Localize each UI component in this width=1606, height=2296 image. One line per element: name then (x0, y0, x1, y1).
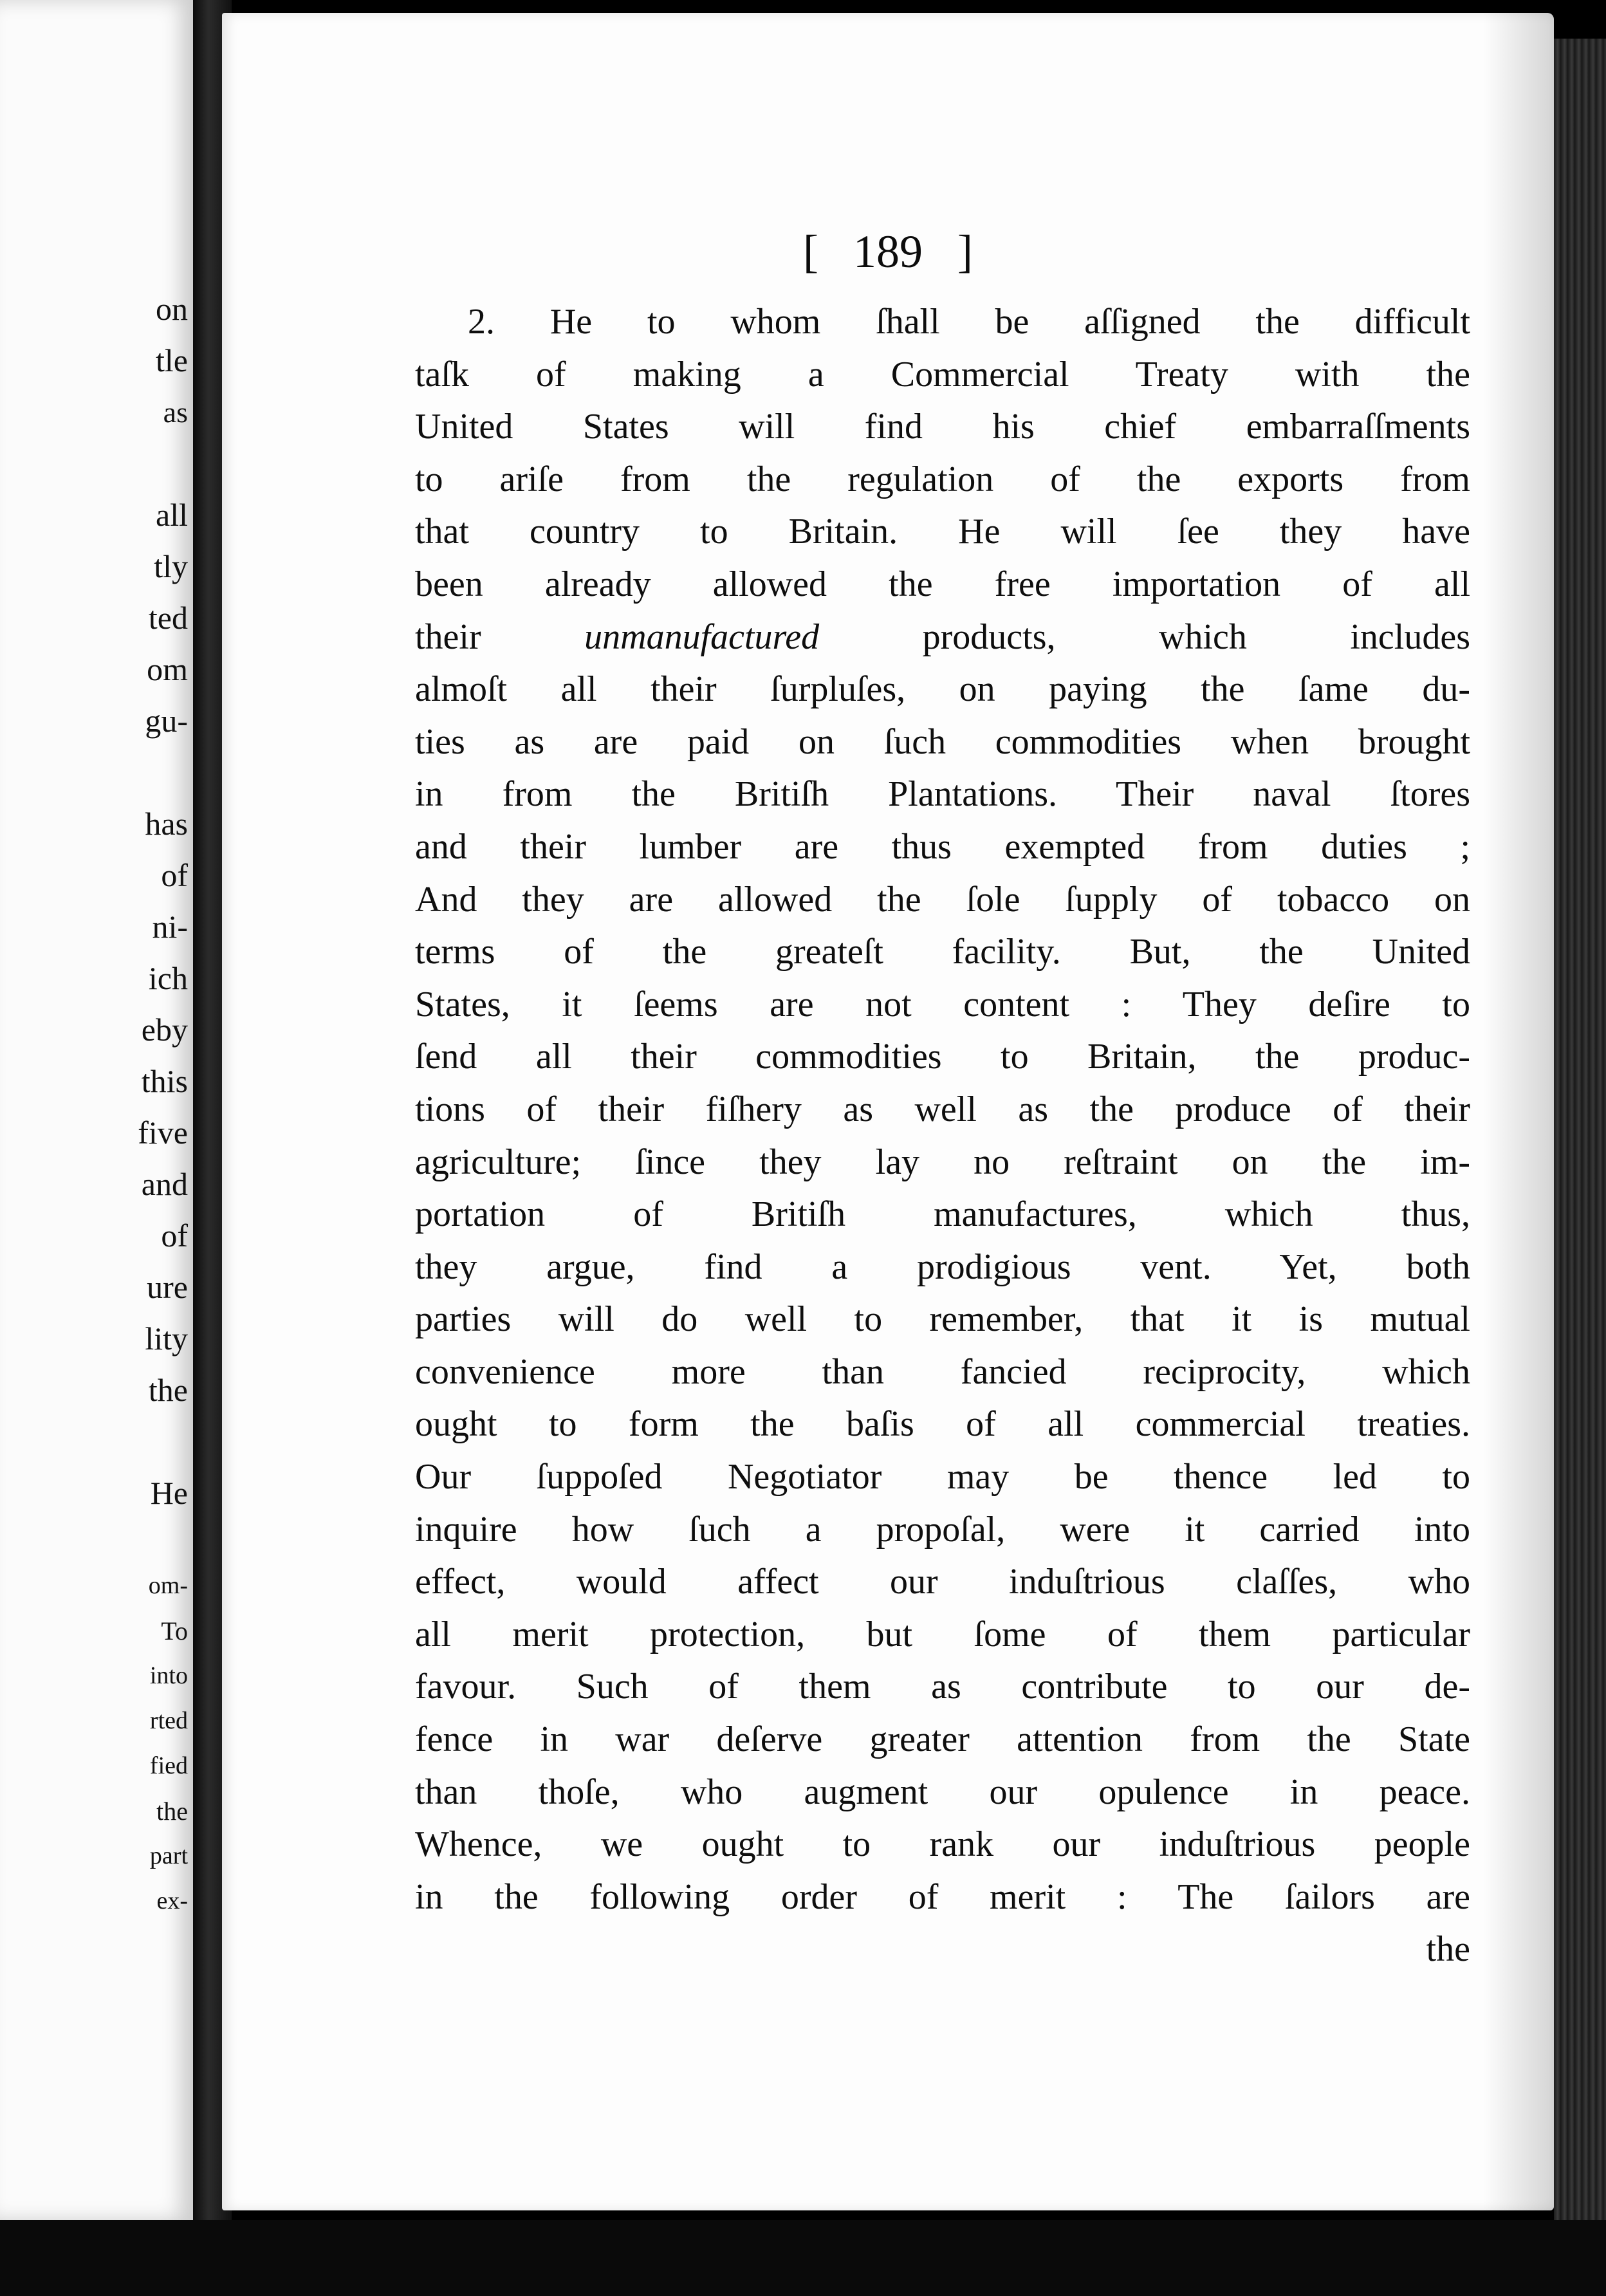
text-line: convenience more than fancied reciprocity, which (415, 1351, 1470, 1392)
catchword: the (1426, 1929, 1470, 1970)
left-page-line-ending: into (149, 1662, 188, 1689)
left-page-line-ending: the (156, 1797, 188, 1826)
left-page-line-ending: of (161, 857, 188, 893)
text-line: to ariſe from the regulation of the exports from (415, 459, 1470, 499)
text-line: ties as are paid on ſuch commodities when brought (415, 721, 1470, 762)
text-line: that country to Britain. He will ſee they have (415, 512, 1470, 552)
book-page (222, 13, 1554, 2210)
left-page-line-ending: part (149, 1842, 188, 1869)
text-line: tions of their fiſhery as well as the produce of their (415, 1089, 1470, 1129)
left-page-line-ending: ni- (152, 909, 188, 945)
left-page-line-ending: om (147, 651, 188, 687)
text-line: parties will do well to remember, that it is mutual (415, 1299, 1470, 1340)
left-page-line-ending: rted (149, 1707, 188, 1734)
page-edges (1554, 39, 1606, 2239)
left-page-line-ending: has (145, 806, 188, 842)
scan-bottom-border (0, 2220, 1606, 2296)
left-page-line-ending: eby (141, 1012, 188, 1048)
text-line: States, it ſeems are not content : They deſire to (415, 984, 1470, 1024)
text-line: ſend all their commodities to Britain, the produc- (415, 1037, 1470, 1077)
left-page-line-ending: the (148, 1372, 188, 1408)
text-line: been already allowed the free importation of all (415, 564, 1470, 604)
text-line: ought to form the baſis of all commercial treaties. (415, 1404, 1470, 1445)
italic-word: unmanufactured (584, 616, 820, 657)
text-line: agriculture; ſince they lay no reſtraint on the im- (415, 1142, 1470, 1182)
left-page-line-ending: and (141, 1166, 188, 1202)
text-line: Whence, we ought to rank our induſtrious people (415, 1824, 1470, 1865)
text-line: terms of the greateſt facility. But, the United (415, 932, 1470, 972)
text-run: their (415, 616, 585, 657)
left-page-line-ending: on (156, 291, 188, 327)
page-header (222, 225, 1554, 279)
left-page-line-ending: ex- (156, 1887, 188, 1914)
left-page-line-ending: lity (145, 1320, 188, 1356)
left-page-line-ending: gu- (145, 703, 188, 739)
text-line: than thoſe, who augment our opulence in peace. (415, 1772, 1470, 1812)
left-page-line-ending: He (150, 1475, 188, 1511)
text-line: effect, would affect our induſtrious claſſes, who (415, 1562, 1470, 1602)
left-page-line-ending: tle (156, 342, 188, 378)
left-page-line-ending: this (141, 1063, 188, 1099)
left-page-line-ending: ich (148, 960, 188, 996)
text-line: they argue, find a prodigious vent. Yet, both (415, 1246, 1470, 1287)
previous-page-fragment (0, 0, 202, 2220)
left-page-line-ending: as (163, 396, 188, 429)
left-page-line-ending: ted (148, 600, 188, 636)
left-page-line-ending: all (156, 497, 188, 533)
text-line: in from the Britiſh Plantations. Their naval ſtores (415, 774, 1470, 815)
text-line: United States will find his chief embarraſſments (415, 407, 1470, 447)
page-number: 189 (853, 226, 923, 277)
text-line: portation of Britiſh manufactures, which thus, (415, 1194, 1470, 1235)
left-page-line-ending: of (161, 1217, 188, 1254)
left-page-line-ending: fied (149, 1752, 188, 1779)
text-run: products, which includes (819, 616, 1470, 657)
text-line: favour. Such of them as contribute to our de- (415, 1667, 1470, 1707)
body-text (415, 296, 1470, 1976)
text-line: in the following order of merit : The ſailors are (415, 1876, 1470, 1917)
text-line: taſk of making a Commercial Treaty with the (415, 354, 1470, 394)
text-line: And they are allowed the ſole ſupply of tobacco on (415, 879, 1470, 920)
left-page-line-ending: five (138, 1115, 188, 1151)
text-line: Our ſuppoſed Negotiator may be thence led to (415, 1457, 1470, 1497)
left-page-line-ending: tly (154, 548, 188, 584)
text-line (415, 611, 1470, 664)
text-line: all merit protection, but ſome of them particular (415, 1614, 1470, 1654)
text-line: almoſt all their ſurpluſes, on paying the ſame du- (415, 669, 1470, 710)
text-line: 2. He to whom ſhall be aſſigned the difficult (468, 302, 1470, 342)
left-page-line-ending: ure (147, 1269, 188, 1305)
text-line: fence in war deſerve greater attention from the State (415, 1719, 1470, 1760)
text-line: and their lumber are thus exempted from duties ; (415, 826, 1470, 867)
left-page-line-ending: To (161, 1616, 188, 1645)
text-line: inquire how ſuch a propoſal, were it carried into (415, 1509, 1470, 1550)
header-open-bracket: [ (803, 226, 818, 277)
left-page-line-ending: om- (148, 1572, 188, 1599)
header-close-bracket: ] (957, 226, 973, 277)
